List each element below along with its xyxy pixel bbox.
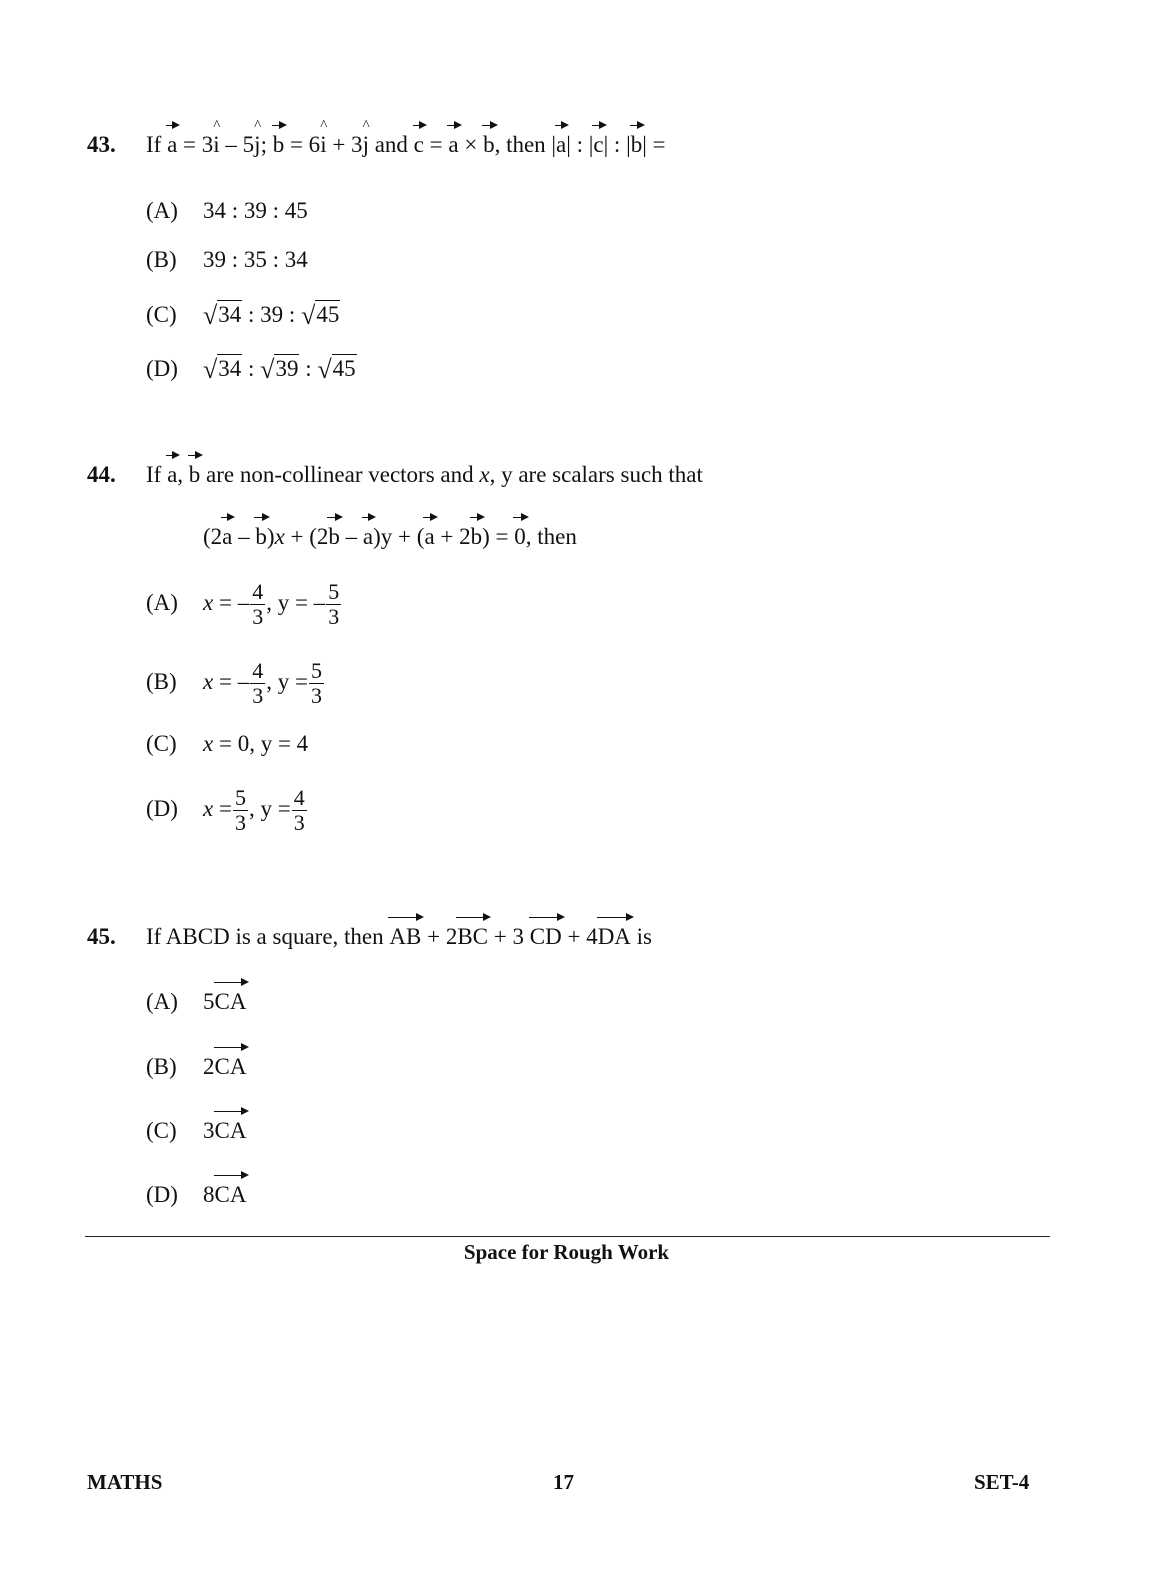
fraction: $\frac{5}{3}$ <box>234 785 246 836</box>
option-label: (C) <box>146 302 177 327</box>
footer-set: SET-4 <box>974 1470 1030 1494</box>
option-a[interactable]: (A) x = – $\frac{4}{3}$ , y = – $\frac{5}{3}$ <box>146 575 342 631</box>
option-label: (B) <box>146 1054 177 1079</box>
footer-page-number: 17 <box>553 1470 574 1494</box>
question-stem: If a = 3^ i – 5^ j; b = 6^ i + 3^ j and c = a × b, then | a| : | c| : | b| = <box>146 132 666 158</box>
question-number: 44. <box>87 462 116 487</box>
option-label: (B) <box>146 669 177 694</box>
option-label: (A) <box>146 590 178 615</box>
option-b[interactable]: (B) 2 CA <box>146 1054 246 1080</box>
option-a[interactable]: (A) 5 CA <box>146 989 246 1015</box>
option-label: (D) <box>146 356 178 381</box>
option-b[interactable] <box>146 247 308 273</box>
option-c[interactable]: (C) √34 : 39 : √45 <box>146 301 340 330</box>
option-a[interactable] <box>146 198 308 224</box>
footer-subject: MATHS <box>87 1470 163 1494</box>
sqrt: √34 <box>203 301 242 330</box>
option-c[interactable]: (C) x = 0, y = 4 <box>146 731 309 756</box>
fraction: $\frac{5}{3}$ <box>328 579 340 630</box>
option-b[interactable]: (B) x = – $\frac{4}{3}$ , y = $\frac{5}{3}$ <box>146 654 325 710</box>
question-equation: (2 a – b)x + (2 b – a)y + ( a + 2 b) = 0, then <box>203 524 577 550</box>
fraction: $\frac{5}{3}$ <box>310 658 322 709</box>
option-text: 34 : 39 : 45 <box>203 198 308 223</box>
fraction: $\frac{4}{3}$ <box>252 579 264 630</box>
question-stem: If a, b are non-collinear vectors and x, y are scalars such that <box>146 462 703 488</box>
question-number: 45. <box>87 924 116 949</box>
sqrt: √45 <box>301 301 340 330</box>
option-label: (C) <box>146 1118 177 1143</box>
fraction: $\frac{4}{3}$ <box>293 785 305 836</box>
option-d[interactable]: (D) 8 CA <box>146 1182 246 1208</box>
sqrt: √34 <box>203 355 242 384</box>
option-d[interactable]: (D) x = $\frac{5}{3}$ , y = $\frac{4}{3}$ <box>146 781 308 837</box>
question-number: 43. <box>87 132 116 157</box>
sqrt: √45 <box>317 355 356 384</box>
option-text: 39 : 35 : 34 <box>203 247 308 272</box>
option-label: (A) <box>146 198 178 223</box>
divider <box>85 1236 1050 1237</box>
fraction: $\frac{4}{3}$ <box>252 658 264 709</box>
option-label: (D) <box>146 1182 178 1207</box>
rough-work-heading: Space for Rough Work <box>463 1240 670 1264</box>
option-label: (C) <box>146 731 177 756</box>
sqrt: √39 <box>260 355 299 384</box>
option-d[interactable]: (D) √34 : √39 : √45 <box>146 355 356 384</box>
question-stem: If ABCD is a square, then AB + 2 BC + 3 CD + 4 DA is <box>146 924 652 950</box>
option-c[interactable]: (C) 3 CA <box>146 1118 246 1144</box>
option-label: (B) <box>146 247 177 272</box>
option-label: (D) <box>146 796 178 821</box>
option-label: (A) <box>146 989 178 1014</box>
